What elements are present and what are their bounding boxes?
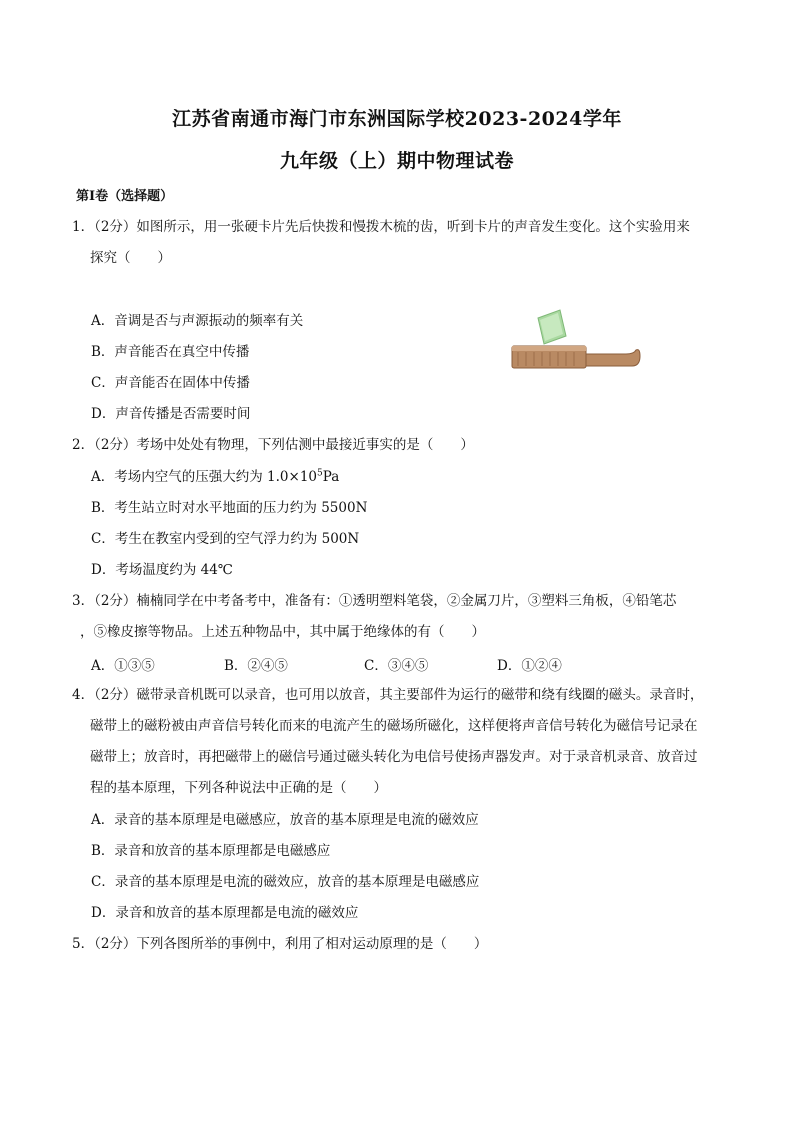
q4-option-b: B．录音和放音的基本原理都是电磁感应: [91, 843, 331, 859]
q3-stem-line2: ，⑤橡皮擦等物品。上述五种物品中，其中属于绝缘体的有（ ）: [80, 624, 485, 640]
q1-stem-line1: 1．（2分）如图所示，用一张硬卡片先后快拨和慢拨木梳的齿，听到卡片的声音发生变化。这个实验用来: [72, 219, 690, 235]
q3-option-b: B．②④⑤: [224, 658, 288, 674]
q3-option-a: A．①③⑤: [91, 658, 155, 674]
q3-option-c: C．③④⑤: [364, 658, 429, 674]
q4-option-c: C．录音的基本原理是电流的磁效应，放音的基本原理是电磁感应: [91, 874, 480, 890]
q2-stem: 2．（2分）考场中处处有物理，下列估测中最接近事实的是（ ）: [72, 437, 474, 453]
q1-option-a: A．音调是否与声源振动的频率有关: [91, 313, 304, 329]
q4-option-a: A．录音的基本原理是电磁感应，放音的基本原理是电流的磁效应: [91, 812, 479, 828]
exam-title-line1: 江苏省南通市海门市东洲国际学校2023-2024学年: [172, 108, 622, 130]
q4-option-d: D．录音和放音的基本原理都是电流的磁效应: [91, 905, 359, 921]
q1-option-d: D．声音传播是否需要时间: [91, 406, 251, 422]
exam-title-line2: 九年级（上）期中物理试卷: [279, 150, 514, 172]
q1-stem-line2: 探究（ ）: [90, 250, 171, 266]
section-heading: 第Ⅰ卷（选择题）: [76, 189, 174, 204]
q2-option-a-exponent: 5: [317, 468, 323, 479]
q3-option-d: D．①②④: [497, 658, 562, 674]
q2-option-d: D．考场温度约为 44℃: [91, 562, 233, 578]
q3-stem-line1: 3．（2分）楠楠同学在中考备考中，准备有：①透明塑料笔袋，②金属刀片，③塑料三角板，④铅笔芯: [72, 593, 677, 609]
q4-stem-line2: 磁带上的磁粉被由声音信号转化而来的电流产生的磁场所磁化，这样便将声音信号转化为磁信号记录在: [90, 718, 698, 734]
q1-option-b: B．声音能否在真空中传播: [91, 344, 250, 360]
card-image: [538, 310, 566, 344]
q2-option-c: C．考生在教室内受到的空气浮力约为 500N: [91, 531, 360, 547]
comb-card-figure: [508, 308, 642, 374]
q2-option-a-text: A．考场内空气的压强大约为 1.0×10: [91, 469, 317, 485]
q4-stem-line3: 磁带上；放音时，再把磁带上的磁信号通过磁头转化为电信号使扬声器发声。对于录音机录音、放音过: [90, 749, 698, 765]
q5-stem: 5．（2分）下列各图所举的事例中，利用了相对运动原理的是（ ）: [72, 936, 488, 952]
q2-option-b: B．考生站立时对水平地面的压力约为 5500N: [91, 500, 368, 516]
comb-image: [512, 346, 640, 368]
q1-option-c: C．声音能否在固体中传播: [91, 375, 250, 391]
q4-stem-line1: 4．（2分）磁带录音机既可以录音，也可用以放音，其主要部件为运行的磁带和绕有线圈的磁头。录音时，: [72, 687, 704, 703]
q2-option-a: [91, 468, 339, 486]
q2-option-a-unit: Pa: [322, 469, 340, 485]
q4-stem-line4: 程的基本原理，下列各种说法中正确的是（ ）: [90, 780, 387, 796]
